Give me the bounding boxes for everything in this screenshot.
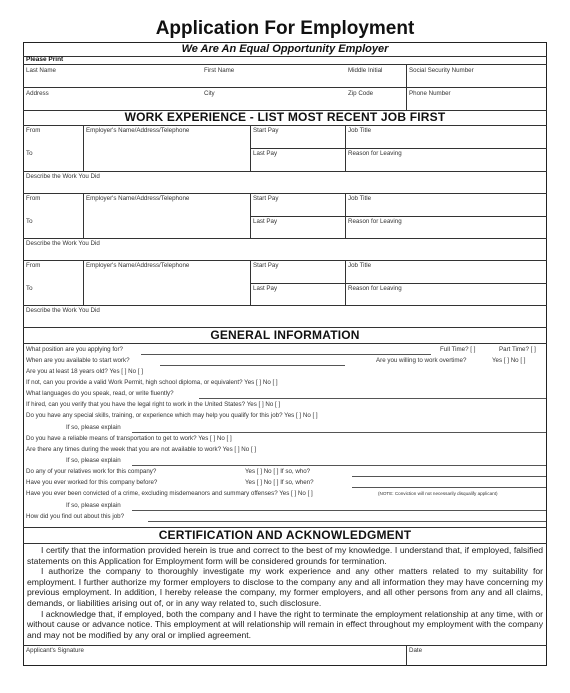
describe-work-field[interactable]: Describe the Work You Did bbox=[26, 173, 100, 180]
last-pay-field[interactable]: Last Pay bbox=[253, 218, 278, 225]
divider bbox=[406, 645, 407, 666]
reason-leaving-field[interactable]: Reason for Leaving bbox=[348, 285, 402, 292]
find-out-question: How did you find out about this job? bbox=[26, 513, 125, 520]
last-pay-field[interactable]: Last Pay bbox=[253, 285, 278, 292]
languages-input[interactable] bbox=[199, 398, 546, 399]
signature-field[interactable]: Applicant's Signature bbox=[26, 647, 84, 654]
please-print-label: Please Print bbox=[26, 56, 64, 63]
worked-before-question: Have you ever worked for this company before? bbox=[26, 479, 158, 486]
worked-before-options[interactable]: Yes [ ] No [ ] If so, when? bbox=[245, 479, 314, 486]
address-field[interactable]: Address bbox=[26, 90, 49, 97]
convicted-explain-label: If so, please explain bbox=[66, 502, 121, 509]
work-experience-heading: WORK EXPERIENCE - LIST MOST RECENT JOB FIRST bbox=[124, 110, 446, 124]
divider bbox=[23, 64, 547, 65]
divider bbox=[83, 260, 84, 305]
from-field[interactable]: From bbox=[26, 195, 41, 202]
convicted-question[interactable]: Have you ever been convicted of a crime, excluding misdemeanors and summary offenses? Yes [ ] No [ ] bbox=[26, 490, 313, 497]
authorization-paragraph: I authorize the company to thoroughly investigate my work experience and any other matters related to my suitability for employment. I further authorize my former employers to disclose to the company any and all information they may have concerning my previous employment. In addition, I hereby release the company, my former employers, and all other persons from any and all claims, demands, or liabilities arising out of, or in any way related to, such disclosure. bbox=[27, 566, 543, 608]
city-field[interactable]: City bbox=[204, 90, 215, 97]
skills-explain-input[interactable] bbox=[132, 432, 546, 433]
worked-before-input[interactable] bbox=[352, 487, 546, 488]
divider bbox=[23, 645, 547, 646]
start-pay-field[interactable]: Start Pay bbox=[253, 195, 279, 202]
certification-paragraph: I certify that the information provided herein is true and correct to the best of my knowledge. I understand that, if employed, falsified statements on this Application for Employment form will be considered grounds for termination. bbox=[27, 545, 543, 566]
from-field[interactable]: From bbox=[26, 127, 41, 134]
age-question[interactable]: Are you at least 18 years old? Yes [ ] No [ ] bbox=[26, 368, 143, 375]
employer-field[interactable]: Employer's Name/Address/Telephone bbox=[86, 195, 190, 202]
certification-text bbox=[27, 545, 543, 640]
divider bbox=[23, 171, 547, 172]
divider bbox=[250, 216, 547, 217]
divider bbox=[23, 343, 547, 344]
certification-heading: CERTIFICATION AND ACKNOWLEDGMENT bbox=[158, 528, 412, 542]
full-time-checkbox[interactable]: Full Time? [ ] bbox=[440, 346, 476, 353]
form-title: Application For Employment bbox=[155, 18, 415, 39]
convicted-note: (NOTE: Conviction will not necessarily disqualify applicant) bbox=[378, 491, 498, 496]
divider bbox=[23, 125, 547, 126]
relatives-question: Do any of your relatives work for this company? bbox=[26, 468, 157, 475]
times-explain-label: If so, please explain bbox=[66, 457, 121, 464]
position-question: What position are you applying for? bbox=[26, 346, 123, 353]
last-pay-field[interactable]: Last Pay bbox=[253, 150, 278, 157]
employer-field[interactable]: Employer's Name/Address/Telephone bbox=[86, 262, 190, 269]
overtime-question: Are you willing to work overtime? bbox=[376, 357, 467, 364]
to-field[interactable]: To bbox=[26, 218, 33, 225]
transport-question[interactable]: Do you have a reliable means of transportation to get to work? Yes [ ] No [ ] bbox=[26, 435, 232, 442]
to-field[interactable]: To bbox=[26, 285, 33, 292]
first-name-field[interactable]: First Name bbox=[204, 67, 235, 74]
start-pay-field[interactable]: Start Pay bbox=[253, 127, 279, 134]
ssn-field[interactable]: Social Security Number bbox=[409, 67, 474, 74]
legal-right-question[interactable]: If hired, can you verify that you have the legal right to work in the United States? Yes [ ] No [ ] bbox=[26, 401, 281, 408]
work-permit-question[interactable]: If not, can you provide a valid Work Permit, high school diploma, or equivalent? Yes [ ] No [ ] bbox=[26, 379, 278, 386]
relatives-input[interactable] bbox=[352, 476, 546, 477]
divider bbox=[23, 305, 547, 306]
languages-question: What languages do you speak, read, or write fluently? bbox=[26, 390, 174, 397]
divider bbox=[23, 543, 547, 544]
times-explain-input[interactable] bbox=[132, 465, 546, 466]
general-info-heading: GENERAL INFORMATION bbox=[210, 328, 360, 342]
reason-leaving-field[interactable]: Reason for Leaving bbox=[348, 150, 402, 157]
find-out-input[interactable] bbox=[148, 521, 546, 522]
date-field[interactable]: Date bbox=[409, 647, 423, 654]
job-title-field[interactable]: Job Title bbox=[348, 262, 372, 269]
times-question[interactable]: Are there any times during the week that you are not available to work? Yes [ ] No [ ] bbox=[26, 446, 257, 453]
overtime-options[interactable]: Yes [ ] No [ ] bbox=[492, 357, 526, 364]
divider bbox=[23, 193, 547, 194]
last-name-field[interactable]: Last Name bbox=[26, 67, 56, 74]
to-field[interactable]: To bbox=[26, 150, 33, 157]
zip-field[interactable]: Zip Code bbox=[348, 90, 374, 97]
divider bbox=[23, 87, 547, 88]
divider bbox=[250, 283, 547, 284]
divider bbox=[23, 260, 547, 261]
divider bbox=[83, 125, 84, 171]
start-pay-field[interactable]: Start Pay bbox=[253, 262, 279, 269]
availability-question: When are you available to start work? bbox=[26, 357, 130, 364]
relatives-options[interactable]: Yes [ ] No [ ] If so, who? bbox=[245, 468, 311, 475]
from-field[interactable]: From bbox=[26, 262, 41, 269]
skills-explain-label: If so, please explain bbox=[66, 424, 121, 431]
skills-question[interactable]: Do you have any special skills, training, or experience which may help you qualify for this job? Yes [ ] No [ ] bbox=[26, 412, 318, 419]
form-subtitle: We Are An Equal Opportunity Employer bbox=[181, 43, 389, 55]
divider bbox=[250, 148, 547, 149]
divider bbox=[83, 193, 84, 238]
availability-input[interactable] bbox=[160, 365, 345, 366]
divider bbox=[23, 238, 547, 239]
employer-field[interactable]: Employer's Name/Address/Telephone bbox=[86, 127, 190, 134]
position-input[interactable] bbox=[141, 354, 431, 355]
part-time-checkbox[interactable]: Part Time? [ ] bbox=[499, 346, 536, 353]
middle-initial-field[interactable]: Middle Initial bbox=[348, 67, 383, 74]
at-will-paragraph: I acknowledge that, if employed, both the company and I have the right to terminate the employment relationship at any time, with or without cause or advance notice. This employment at will relationship will remain in effect throughout my employment with the company and may not be modified by any oral or implied agreement. bbox=[27, 608, 543, 640]
reason-leaving-field[interactable]: Reason for Leaving bbox=[348, 218, 402, 225]
divider bbox=[23, 56, 547, 57]
phone-field[interactable]: Phone Number bbox=[409, 90, 451, 97]
describe-work-field[interactable]: Describe the Work You Did bbox=[26, 307, 100, 314]
convicted-explain-input[interactable] bbox=[132, 510, 546, 511]
describe-work-field[interactable]: Describe the Work You Did bbox=[26, 240, 100, 247]
job-title-field[interactable]: Job Title bbox=[348, 195, 372, 202]
job-title-field[interactable]: Job Title bbox=[348, 127, 372, 134]
